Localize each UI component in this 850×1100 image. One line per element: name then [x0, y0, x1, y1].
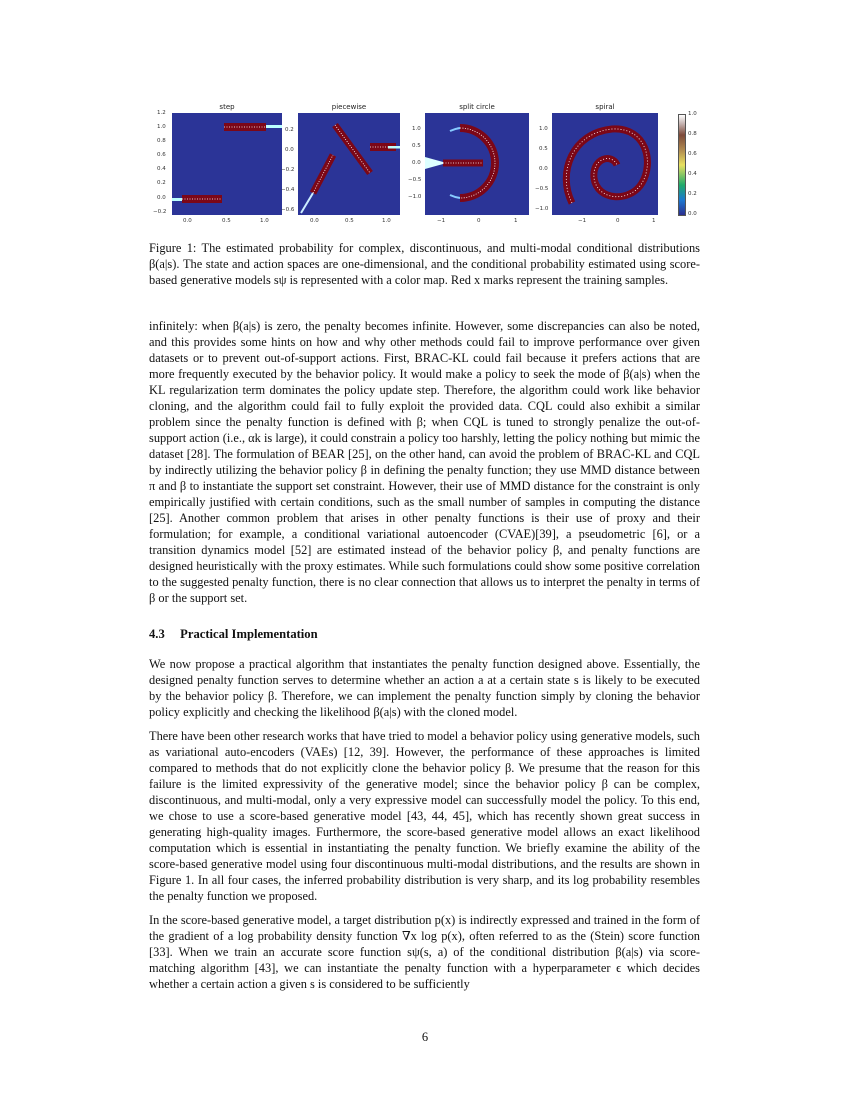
colorbar-tick: 0.2 — [688, 191, 697, 197]
figure-caption — [149, 240, 700, 296]
section-heading — [149, 627, 318, 642]
x-tick: 0.5 — [222, 218, 231, 224]
panel-split-circle — [408, 103, 529, 224]
y-tick: 0.2 — [285, 127, 294, 133]
heatmap-plot — [425, 113, 529, 215]
x-tick: 1.0 — [260, 218, 269, 224]
section-title: Practical Implementation — [180, 627, 318, 641]
panel-title: step — [219, 103, 235, 111]
body-section-1 — [149, 318, 700, 614]
y-tick: −0.5 — [408, 177, 422, 183]
spiral-samples-icon — [552, 113, 658, 215]
x-tick: 1 — [652, 218, 656, 224]
section-number: 4.3 — [149, 627, 165, 641]
paragraph: infinitely: when β(a|s) is zero, the penalty becomes infinite. However, some discrepancies can also be noted, and this provides some hints on how and why other methods could fail to improve performance over given datasets or to prevent out-of-support actions. First, BRAC-KL could fail because it prefers actions that are more frequently executed by the behavior policy. It would make a policy to seek the mode of β(a|s) when the KL regularization term dominates the policy update step. Therefore, the algorithm could work like behavior cloning, and the algorithm could fail to fully exploit the provided data. CQL could also exhibit a similar problem since the penalty function is defined with β; when CQL is tuned to strongly penalize the out-of-support action (i.e., αk is large), it could constrain a policy too harshly, letting the policy nothing but mimic the dataset [28]. The formulation of BEAR [25], on the other hand, can avoid the problem of BRAC-KL and CQL by indirectly utilizing the behavior policy β in defining the penalty function; they use MMD distance between π and β to instantiate the support set constraint. However, their use of MMD distance for the constraint is only empirically justified with certain conditions, such as the small number of samples in computing the distance [25]. Another common problem that arises in other penalty functions is their use of proxy and their formulation; for example, a conditional variational autoencoder (CVAE)[39], a pseudometric [6], or a transition dynamics model [52] are estimated instead of the behavior policy β, and penalty functions are designed heuristically with the proxy estimates. While such formulations could show some positive correlation to the suggested penalty function, there is no clear connection that allows us to interpret the penalty in terms of β or the support set. — [149, 319, 700, 605]
y-tick: −0.4 — [281, 187, 295, 193]
panel-piecewise — [281, 103, 400, 224]
colorbar-tick: 0.6 — [688, 151, 697, 157]
y-tick: 0.8 — [157, 138, 166, 144]
x-tick: 0.5 — [345, 218, 354, 224]
panel-spiral — [535, 103, 658, 224]
y-tick: 1.2 — [157, 110, 166, 116]
y-tick: 0.0 — [539, 166, 548, 172]
y-tick: 0.6 — [157, 152, 166, 158]
y-tick: −0.2 — [153, 209, 167, 215]
colorbar-tick: 1.0 — [688, 111, 697, 117]
caption-text: Figure 1: The estimated probability for complex, discontinuous, and multi-modal conditional distributions β(a|s). The state and action spaces are one-dimensional, and the conditional probability estimated using score-based generative models sψ is represented with a color map. Red x marks represent the training samples. — [149, 241, 700, 287]
y-tick: 0.5 — [412, 143, 421, 149]
y-tick: 0.0 — [412, 160, 421, 166]
y-tick: 0.0 — [157, 195, 166, 201]
figure-1 — [140, 100, 720, 235]
y-tick: −0.5 — [535, 186, 549, 192]
page-number: 6 — [421, 1030, 429, 1044]
split-circle-samples-icon — [425, 113, 529, 215]
colorbar-tick: 0.0 — [688, 211, 697, 217]
paragraph: In the score-based generative model, a target distribution p(x) is indirectly expressed and trained in the form of the gradient of a log probability density function ∇x log p(x), often referred to as the (Stein) score function [33]. When we train an accurate score function sψ(s, a) of the conditional distribution β(a|s) via score-matching algorithm [43], we can instantiate the penalty function with a hyperparameter ϵ which decides whether a certain action a given s is considered to be sufficiently — [149, 913, 700, 991]
piecewise-samples-icon — [298, 113, 400, 215]
panel-title: piecewise — [331, 103, 367, 111]
panel-title: split circle — [459, 103, 495, 111]
panel-step — [153, 103, 282, 224]
heatmap-plot — [552, 113, 658, 215]
x-tick: 0 — [477, 218, 481, 224]
y-tick: 1.0 — [539, 126, 548, 132]
panel-title: spiral — [595, 103, 615, 111]
y-tick: −1.0 — [408, 194, 422, 200]
y-tick: 0.2 — [157, 180, 166, 186]
colorbar-tick: 0.4 — [688, 171, 697, 177]
x-tick: 1.0 — [382, 218, 391, 224]
heatmap-plot — [172, 113, 282, 215]
x-tick: 0 — [616, 218, 620, 224]
x-tick: −1 — [578, 218, 587, 224]
y-tick: −0.6 — [281, 207, 295, 213]
step-samples-icon — [172, 113, 282, 215]
colorbar — [678, 114, 686, 216]
x-tick: 0.0 — [310, 218, 319, 224]
x-tick: −1 — [437, 218, 446, 224]
y-tick: 0.0 — [285, 147, 294, 153]
paragraph: There have been other research works that have tried to model a behavior policy using generative models, such as variational auto-encoders (VAEs) [12, 39]. However, the performance of these approaches is limited compared to methods that do not explicitly clone the behavior policy β. We presume that the reason for this failure is the limited expressivity of the generative model; since the behavior policy β can be complex, discontinuous, and multi-modal, only a very expressive model can successfully model the policy. To this end, we chose to use a score-based generative model [43, 44, 45], which has recently shown great success in generating high-quality images. Furthermore, the score-based generative model allows an exact likelihood computation which is essential in instantiating the penalty function. We briefly examine the ability of the score-based generative model using four discontinuous multi-modal distributions, and the results are shown in Figure 1. In all four cases, the inferred probability distribution is very sharp, and its log probability resembles the penalty function we proposed. — [149, 729, 700, 903]
heatmap-plot — [298, 113, 400, 215]
y-tick: −1.0 — [535, 206, 549, 212]
body-section-2 — [149, 656, 700, 1000]
y-tick: 0.5 — [539, 146, 548, 152]
colorbar-tick: 0.8 — [688, 131, 697, 137]
x-tick: 1 — [514, 218, 518, 224]
y-tick: −0.2 — [281, 167, 295, 173]
y-tick: 1.0 — [157, 124, 166, 130]
y-tick: 0.4 — [157, 166, 166, 172]
paragraph: We now propose a practical algorithm that instantiates the penalty function designed above. Essentially, the designed penalty function serves to determine whether an action a at a certain state s is likely to be executed by the behavior policy β. Therefore, we can implement the penalty function simply by cloning the behavior policy explicitly and checking the likelihood β(a|s) with the cloned model. — [149, 657, 700, 719]
x-tick: 0.0 — [183, 218, 192, 224]
y-tick: 1.0 — [412, 126, 421, 132]
